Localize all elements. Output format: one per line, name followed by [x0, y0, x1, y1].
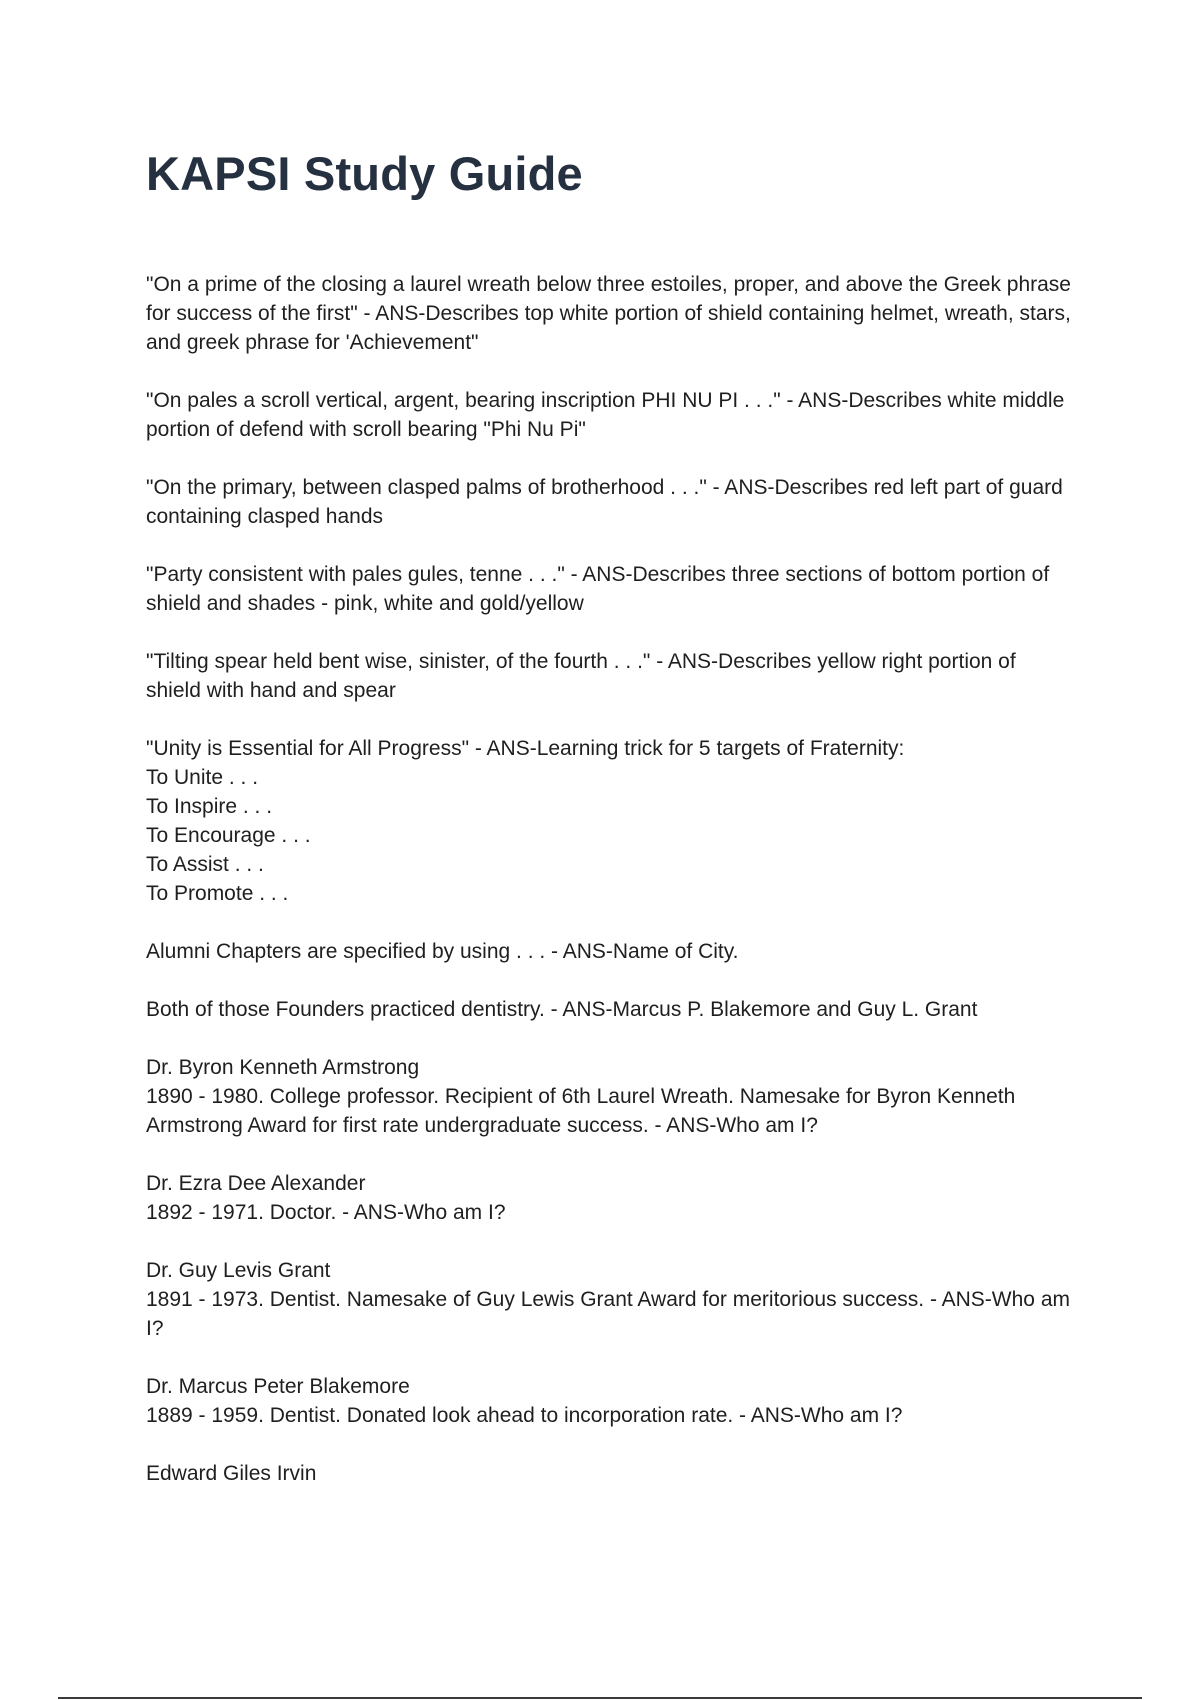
study-entry-4: "Party consistent with pales gules, tenne . . ." - ANS-Describes three sections of bottom portion of shield and shades - pink, white and gold/yellow [146, 563, 1050, 615]
study-entry-9: Dr. Byron Kenneth Armstrong 1890 - 1980. College professor. Recipient of 6th Laurel Wreath. Namesake for Byron Kenneth Armstrong Award for first rate undergraduate success. - ANS-Who am I? [146, 1056, 1016, 1137]
study-guide-content [146, 270, 1076, 1517]
study-entry-11: Dr. Guy Levis Grant 1891 - 1973. Dentist. Namesake of Guy Lewis Grant Award for meritorious success. - ANS-Who am I? [146, 1259, 1070, 1340]
study-entry-1: "On a prime of the closing a laurel wreath below three estoiles, proper, and above the Greek phrase for success of the first" - ANS-Describes top white portion of shield containing helmet, wreath, stars, and greek phrase for 'Achievement" [146, 273, 1071, 354]
study-entry-5: "Tilting spear held bent wise, sinister, of the fourth . . ." - ANS-Describes yellow right portion of shield with hand and spear [146, 650, 1016, 702]
study-entry-10: Dr. Ezra Dee Alexander 1892 - 1971. Doctor. - ANS-Who am I? [146, 1172, 506, 1224]
study-entry-8: Both of those Founders practiced dentistry. - ANS-Marcus P. Blakemore and Guy L. Grant [146, 998, 978, 1021]
study-entry-13: Edward Giles Irvin [146, 1462, 317, 1485]
page-title: KAPSI Study Guide [146, 147, 583, 200]
study-entry-12: Dr. Marcus Peter Blakemore 1889 - 1959. Dentist. Donated look ahead to incorporation rate. - ANS-Who am I? [146, 1375, 903, 1427]
study-entry-6: "Unity is Essential for All Progress" - ANS-Learning trick for 5 targets of Fraternity: To Unite . . . To Inspire . . . To Encourage . . . To Assist . . . To Promote . . . [146, 737, 905, 905]
study-entry-2: "On pales a scroll vertical, argent, bearing inscription PHI NU PI . . ." - ANS-Describes white middle portion of defend with scroll bearing "Phi Nu Pi" [146, 389, 1065, 441]
study-entry-7: Alumni Chapters are specified by using . . . - ANS-Name of City. [146, 940, 739, 963]
footer-divider [58, 1697, 1142, 1699]
study-entry-3: "On the primary, between clasped palms of brotherhood . . ." - ANS-Describes red left part of guard containing clasped hands [146, 476, 1063, 528]
